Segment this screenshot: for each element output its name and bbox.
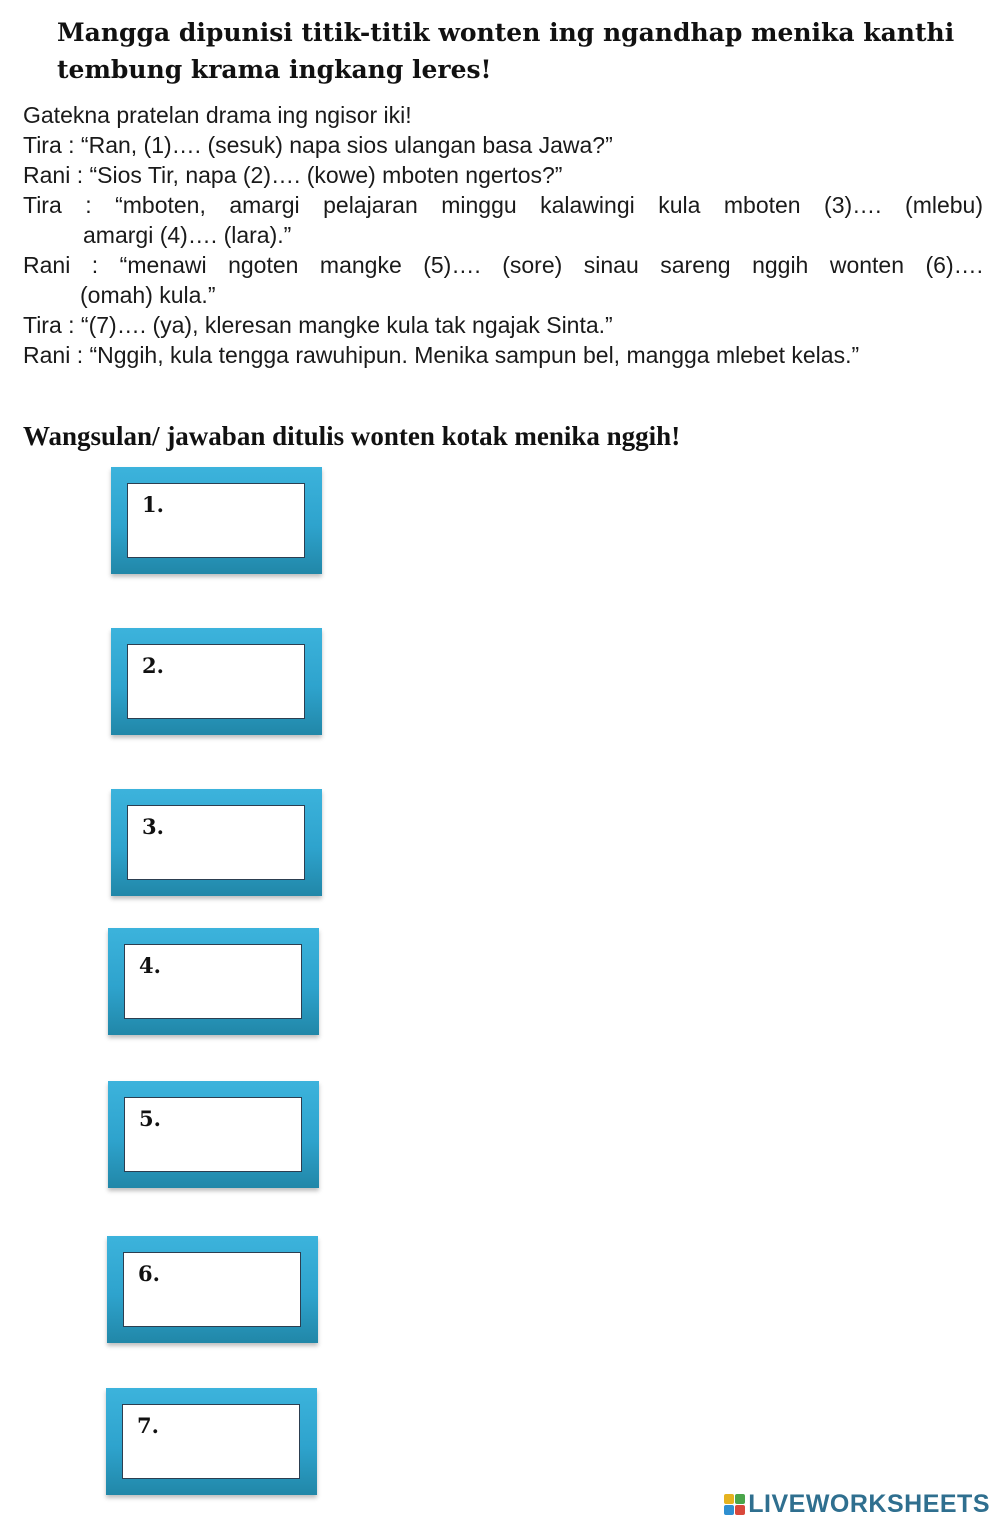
answer-label-5: 5. xyxy=(139,1106,161,1131)
drama-line-5: Tira : “(7)…. (ya), kleresan mangke kula tak ngajak Sinta.” xyxy=(23,312,613,338)
liveworksheets-brand xyxy=(724,1490,990,1519)
answer-field-3[interactable] xyxy=(127,805,305,880)
instruction-heading xyxy=(57,14,957,88)
drama-line-1: Tira : “Ran, (1)…. (sesuk) napa sios ulangan basa Jawa?” xyxy=(23,132,613,158)
answer-box-2 xyxy=(111,628,322,735)
answer-label-1: 1. xyxy=(142,492,164,517)
answer-label-2: 2. xyxy=(142,653,164,678)
drama-line-3: Tira : “mboten, amargi pelajaran minggu kalawingi kula mboten (3)…. (mlebu) xyxy=(23,192,983,218)
liveworksheets-logo-icon xyxy=(724,1494,745,1515)
answer-field-4[interactable] xyxy=(124,944,302,1019)
instruction-line-2: tembung krama ingkang leres! xyxy=(57,55,492,84)
logo-square-3 xyxy=(724,1505,734,1515)
answer-field-6[interactable] xyxy=(123,1252,301,1327)
logo-square-2 xyxy=(735,1494,745,1504)
drama-text xyxy=(23,100,983,370)
answer-field-7[interactable] xyxy=(122,1404,300,1479)
answer-field-1[interactable] xyxy=(127,483,305,558)
answer-heading: Wangsulan/ jawaban ditulis wonten kotak menika nggih! xyxy=(23,421,681,451)
brand-name: LIVEWORKSHEETS xyxy=(748,1490,990,1518)
drama-line-6: Rani : “Nggih, kula tengga rawuhipun. Menika sampun bel, mangga mlebet kelas.” xyxy=(23,342,860,368)
drama-line-3-cont: amargi (4)…. (lara).” xyxy=(83,222,292,248)
answer-label-4: 4. xyxy=(139,953,161,978)
answer-box-7 xyxy=(106,1388,317,1495)
logo-square-1 xyxy=(724,1494,734,1504)
answer-box-1 xyxy=(111,467,322,574)
drama-line-4: Rani : “menawi ngoten mangke (5)…. (sore) sinau sareng nggih wonten (6)…. xyxy=(23,252,983,278)
drama-line-4-cont: (omah) kula.” xyxy=(80,282,216,308)
answer-box-6 xyxy=(107,1236,318,1343)
drama-intro: Gatekna pratelan drama ing ngisor iki! xyxy=(23,102,412,128)
answer-field-5[interactable] xyxy=(124,1097,302,1172)
answer-field-2[interactable] xyxy=(127,644,305,719)
drama-line-2: Rani : “Sios Tir, napa (2)…. (kowe) mboten ngertos?” xyxy=(23,162,563,188)
answer-label-6: 6. xyxy=(138,1261,160,1286)
answer-label-7: 7. xyxy=(137,1413,159,1438)
instruction-line-1: Mangga dipunisi titik-titik wonten ing ngandhap menika kanthi xyxy=(57,18,955,47)
logo-square-4 xyxy=(735,1505,745,1515)
answer-box-4 xyxy=(108,928,319,1035)
answer-box-5 xyxy=(108,1081,319,1188)
answer-box-3 xyxy=(111,789,322,896)
answer-label-3: 3. xyxy=(142,814,164,839)
